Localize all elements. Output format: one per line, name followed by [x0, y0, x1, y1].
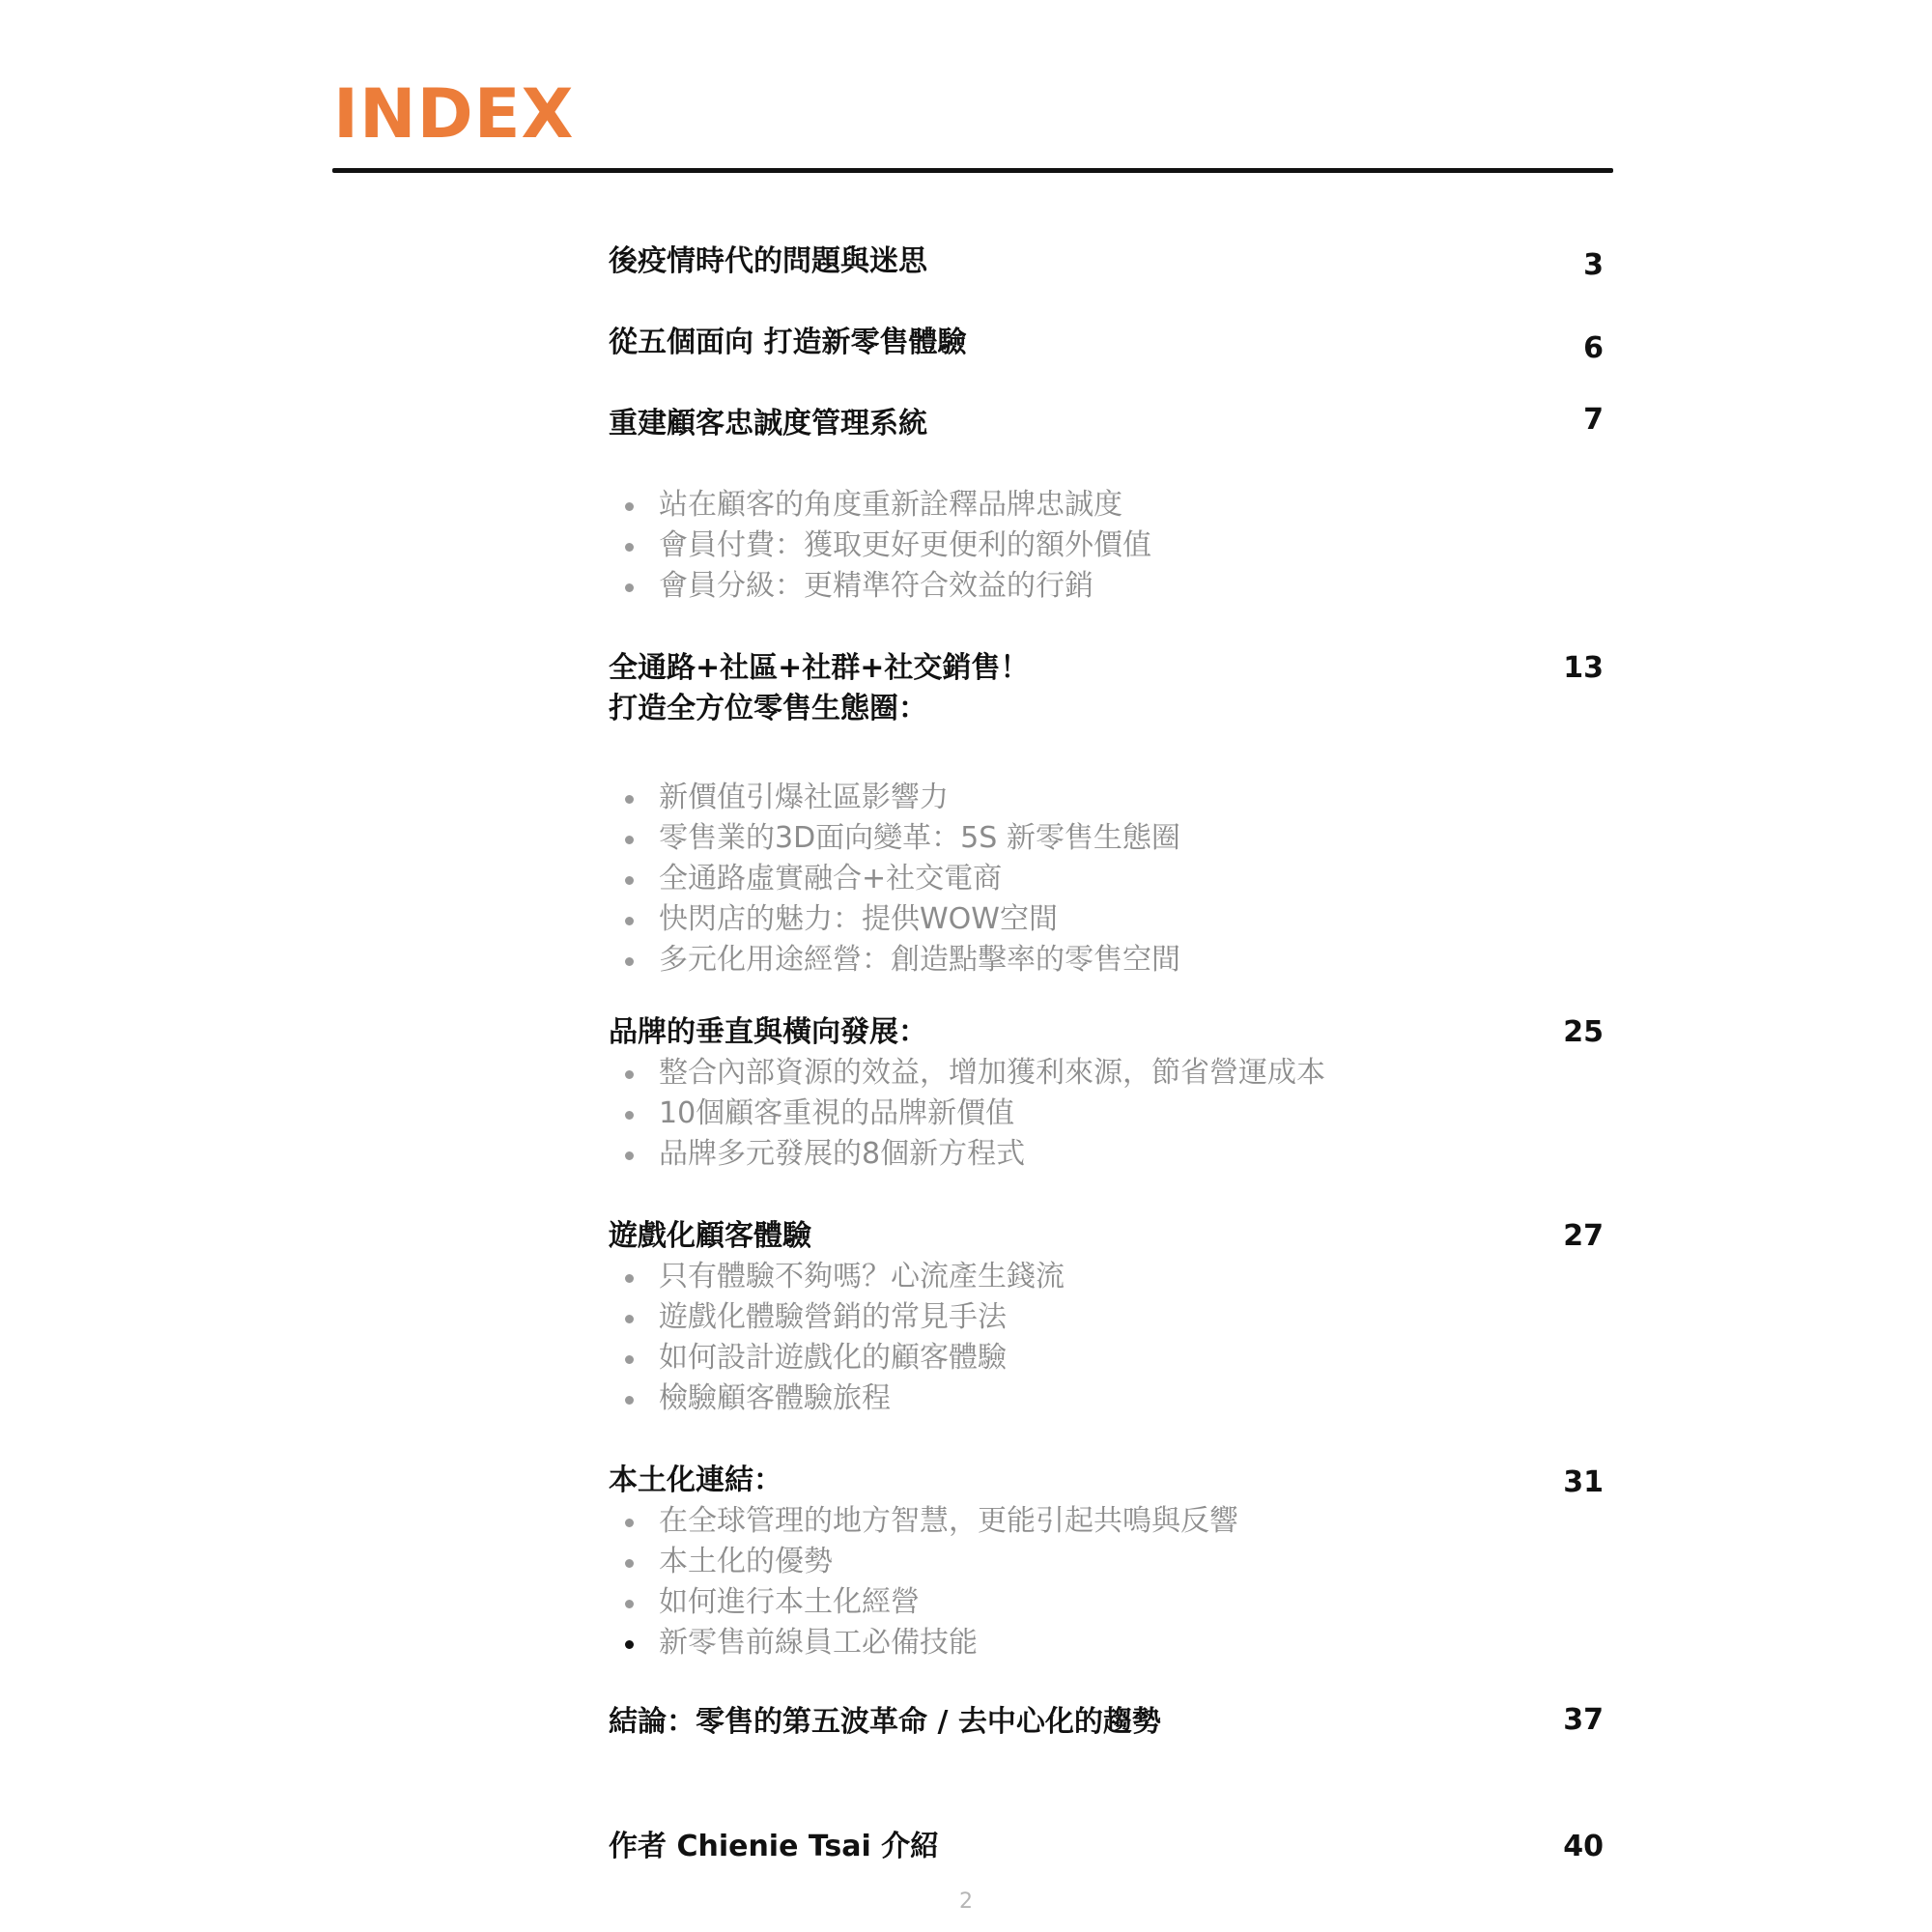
footer-page-number: 2 — [959, 1889, 973, 1914]
toc-subitem-label: 新零售前線員工必備技能 — [659, 1626, 978, 1660]
bullet-dot-icon — [625, 795, 634, 804]
toc-heading-line: 本土化連結： — [609, 1463, 782, 1497]
bullet-dot-icon — [625, 1274, 634, 1283]
toc-subitem-label: 如何進行本土化經營 — [659, 1585, 920, 1619]
toc-page-number: 27 — [1563, 1219, 1604, 1253]
toc-subitem-label: 新價值引爆社區影響力 — [659, 781, 949, 814]
toc-subitem[interactable] — [609, 818, 1604, 859]
toc-entry-4[interactable] — [609, 1012, 1604, 1175]
toc-heading — [609, 1012, 1604, 1053]
toc-heading — [609, 648, 1604, 729]
toc-subitem-label: 如何設計遊戲化的顧客體驗 — [659, 1341, 1007, 1375]
page-title: INDEX — [333, 74, 575, 154]
toc-entry-0[interactable] — [609, 242, 1604, 282]
toc-subitem-label: 站在顧客的角度重新詮釋品牌忠誠度 — [659, 488, 1122, 522]
toc-subitem-label: 會員分級：更精準符合效益的行銷 — [659, 569, 1094, 603]
toc-subitem-label: 在全球管理的地方智慧，更能引起共鳴與反響 — [659, 1504, 1238, 1538]
toc-entry-6[interactable] — [609, 1461, 1604, 1663]
bullet-dot-icon — [625, 1151, 634, 1160]
toc-subitems — [609, 1053, 1604, 1175]
toc-subitem[interactable] — [609, 1582, 1604, 1623]
bullet-dot-icon — [625, 917, 634, 925]
toc-subitem[interactable] — [609, 899, 1604, 940]
toc-subitem[interactable] — [609, 859, 1604, 899]
toc-subitem[interactable] — [609, 1338, 1604, 1378]
bullet-dot-icon — [625, 543, 634, 552]
toc-subitem[interactable] — [609, 1134, 1604, 1175]
bullet-dot-icon — [625, 1315, 634, 1323]
toc-subitems — [609, 1257, 1604, 1419]
bullet-dot-icon — [625, 836, 634, 844]
toc-subitem[interactable] — [609, 1378, 1604, 1419]
toc-subitem-label: 10個顧客重視的品牌新價值 — [659, 1096, 1015, 1130]
toc-subitem-label: 檢驗顧客體驗旅程 — [659, 1381, 891, 1415]
toc-entry-3[interactable] — [609, 648, 1604, 980]
toc-heading-line: 後疫情時代的問題與迷思 — [609, 244, 927, 278]
toc-subitem[interactable] — [609, 1257, 1604, 1297]
toc-entry-5[interactable] — [609, 1216, 1604, 1419]
toc-page-number: 13 — [1563, 651, 1604, 685]
toc-page-number: 3 — [1583, 248, 1604, 282]
bullet-dot-icon — [625, 1111, 634, 1120]
toc-heading-line: 打造全方位零售生態圈： — [609, 692, 927, 725]
toc-subitem[interactable] — [609, 566, 1604, 607]
toc-subitem-label: 遊戲化體驗營銷的常見手法 — [659, 1300, 1007, 1334]
bullet-dot-icon — [625, 1559, 634, 1568]
toc-heading — [609, 323, 1604, 363]
bullet-dot-icon — [625, 1600, 634, 1608]
toc-entry-8[interactable] — [609, 1827, 1604, 1867]
toc-subitem[interactable] — [609, 1542, 1604, 1582]
toc-subitem[interactable] — [609, 1053, 1604, 1094]
toc-subitem-label: 只有體驗不夠嗎？心流產生錢流 — [659, 1260, 1065, 1293]
toc-page-number: 6 — [1583, 331, 1604, 365]
toc-subitem[interactable] — [609, 1094, 1604, 1134]
toc-subitem-label: 會員付費：獲取更好更便利的額外價值 — [659, 528, 1151, 562]
toc-subitem-label: 品牌多元發展的8個新方程式 — [659, 1137, 1026, 1171]
bullet-dot-icon — [625, 1519, 634, 1527]
toc-heading-line: 重建顧客忠誠度管理系統 — [609, 407, 927, 440]
bullet-dot-icon — [625, 1355, 634, 1364]
bullet-dot-icon — [625, 1396, 634, 1405]
bullet-dot-icon — [625, 502, 634, 511]
toc-heading — [609, 242, 1604, 282]
bullet-dot-icon — [625, 876, 634, 885]
toc-entry-1[interactable] — [609, 323, 1604, 363]
toc-heading-line: 品牌的垂直與橫向發展： — [609, 1015, 927, 1049]
toc-heading — [609, 1216, 1604, 1257]
toc-subitems — [609, 778, 1604, 980]
toc-entry-2[interactable] — [609, 404, 1604, 607]
toc-page-number: 7 — [1583, 403, 1604, 437]
toc-heading-line: 遊戲化顧客體驗 — [609, 1219, 811, 1253]
toc-entry-7[interactable] — [609, 1702, 1604, 1743]
bullet-dot-icon — [625, 583, 634, 592]
toc-page-number: 37 — [1563, 1703, 1604, 1737]
toc-subitem-label: 整合內部資源的效益，增加獲利來源，節省營運成本 — [659, 1056, 1325, 1090]
toc-subitem-label: 零售業的3D面向變革：5S 新零售生態圈 — [659, 821, 1180, 855]
toc-subitem-label: 多元化用途經營：創造點擊率的零售空間 — [659, 943, 1180, 977]
toc-heading — [609, 1702, 1604, 1743]
toc-heading — [609, 1461, 1604, 1501]
toc-subitem-label: 本土化的優勢 — [659, 1545, 833, 1578]
toc-subitem[interactable] — [609, 526, 1604, 566]
toc-page-number: 40 — [1563, 1830, 1604, 1863]
toc-heading — [609, 404, 1604, 444]
bullet-dot-icon — [625, 1640, 634, 1649]
toc-heading-line: 結論：零售的第五波革命 / 去中心化的趨勢 — [609, 1705, 1161, 1739]
toc-heading — [609, 1827, 1604, 1867]
toc-subitem[interactable] — [609, 1623, 1604, 1663]
bullet-dot-icon — [625, 1070, 634, 1079]
bullet-dot-icon — [625, 957, 634, 966]
toc-subitem[interactable] — [609, 1297, 1604, 1338]
toc-subitem-label: 快閃店的魅力：提供WOW空間 — [659, 902, 1058, 936]
toc-page-number: 31 — [1563, 1465, 1604, 1499]
toc-subitem[interactable] — [609, 485, 1604, 526]
toc-subitem[interactable] — [609, 940, 1604, 980]
toc-heading-line: 從五個面向 打造新零售體驗 — [609, 326, 967, 359]
toc-subitem[interactable] — [609, 778, 1604, 818]
title-divider — [332, 168, 1613, 173]
toc-heading-line: 作者 Chienie Tsai 介紹 — [609, 1830, 940, 1863]
toc-subitem[interactable] — [609, 1501, 1604, 1542]
toc-heading-line: 全通路+社區+社群+社交銷售！ — [609, 651, 1030, 685]
toc-subitem-label: 全通路虛實融合+社交電商 — [659, 862, 1003, 895]
toc-page-number: 25 — [1563, 1015, 1604, 1049]
toc-subitems — [609, 1501, 1604, 1663]
toc-subitems — [609, 485, 1604, 607]
